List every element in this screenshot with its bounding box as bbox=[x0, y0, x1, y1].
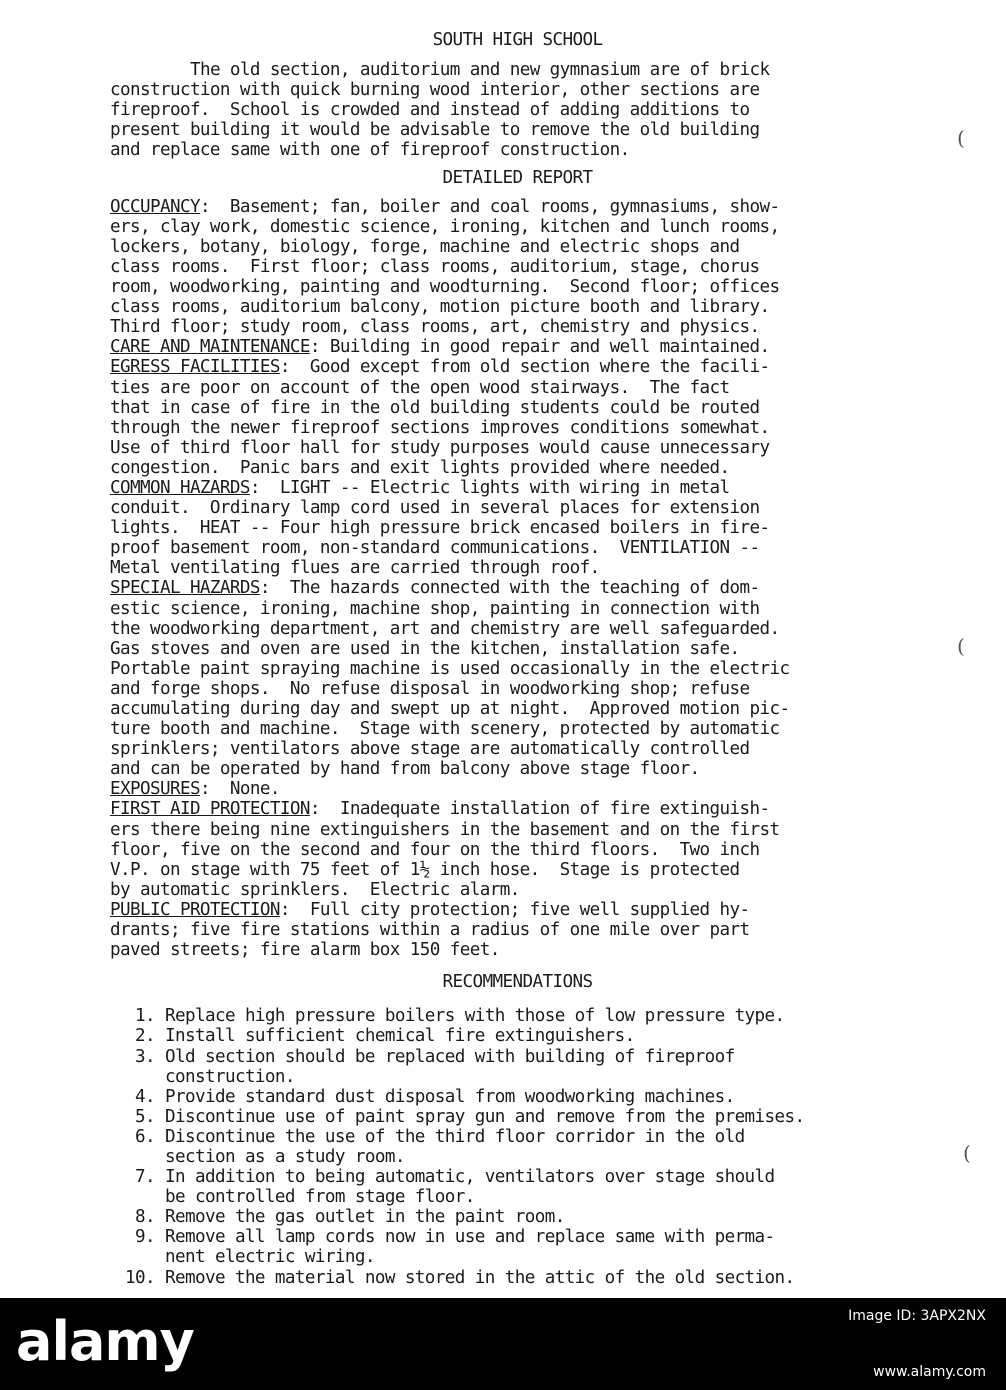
first-aid-section bbox=[110, 799, 925, 899]
care-maintenance-section bbox=[110, 337, 925, 357]
margin-mark: ( bbox=[957, 634, 965, 658]
section-text: : Full city protection; five well supplied hy- drants; five fire stations within a radius of one mile over part paved streets; fire alarm box 150 feet. bbox=[110, 899, 750, 961]
item-text: In addition to being automatic, ventilators over stage should be controlled from stage floor. bbox=[165, 1167, 775, 1208]
item-text: Discontinue use of paint spray gun and remove from the premises. bbox=[165, 1106, 805, 1127]
section-label: EGRESS FACILITIES bbox=[110, 357, 280, 378]
list-item bbox=[110, 1087, 925, 1107]
detailed-report bbox=[110, 197, 925, 961]
item-text: Replace high pressure boilers with those of low pressure type. bbox=[165, 1006, 785, 1027]
list-item bbox=[110, 1127, 925, 1167]
egress-section bbox=[110, 357, 925, 478]
list-item bbox=[110, 1026, 925, 1046]
public-protection-section bbox=[110, 900, 925, 960]
item-text: Remove the material now stored in the attic of the old section. bbox=[165, 1267, 795, 1288]
section-label: PUBLIC PROTECTION bbox=[110, 899, 280, 920]
item-number: 4. bbox=[135, 1086, 155, 1107]
section-label: SPECIAL HAZARDS bbox=[110, 578, 260, 599]
list-item bbox=[110, 1006, 925, 1026]
list-item bbox=[110, 1227, 925, 1267]
item-number: 8. bbox=[135, 1207, 155, 1228]
common-hazards-section bbox=[110, 478, 925, 578]
section-text: : The hazards connected with the teaching of dom- estic science, ironing, machine shop, painting in connection with the woodworking department, art and chemistry are well safeguarded. Gas stoves and oven are used in the kitchen, installation safe. Portable paint spraying machine is used occasionally in the electric and forge shops. No refuse disposal in woodworking shop; refuse accumulating during day and swept up at night. Approved motion pic- ture booth and machine. Stage with scenery, protected by automatic sprinklers; ventilators above stage are automatically controlled and can be operated by hand from balcony above stage floor. bbox=[110, 578, 790, 780]
item-number: 10. bbox=[125, 1267, 155, 1288]
item-number: 6. bbox=[135, 1126, 155, 1147]
item-text: Discontinue the use of the third floor corridor in the old section as a study room. bbox=[165, 1126, 745, 1167]
item-text: Old section should be replaced with building of fireproof construction. bbox=[165, 1046, 735, 1087]
list-item bbox=[110, 1207, 925, 1227]
section-text: : Inadequate installation of fire extinguish- ers there being nine extinguishers in the basement and on the first floor, five on the second and four on the third floors. Two inch V.P. on stage with 75 feet of 1½ inch hose. Stage is protected by automatic sprinklers. Electric alarm. bbox=[110, 799, 780, 900]
section-label: EXPOSURES bbox=[110, 779, 200, 800]
watermark-banner bbox=[0, 1298, 1006, 1390]
list-item bbox=[110, 1107, 925, 1127]
item-text: Remove the gas outlet in the paint room. bbox=[165, 1207, 565, 1228]
item-number: 1. bbox=[135, 1006, 155, 1027]
exposures-section bbox=[110, 779, 925, 799]
section-text: : LIGHT -- Electric lights with wiring in metal conduit. Ordinary lamp cord used in several places for extension lights. HEAT -- Four high pressure brick encased boilers in fire- proof basement room, non-standard communications. VENTILATION -- Metal ventilating flues are carried through roof. bbox=[110, 477, 770, 579]
section-text: : Basement; fan, boiler and coal rooms, gymnasiums, show- ers, clay work, domestic science, ironing, kitchen and lunch rooms, lockers, botany, biology, forge, machine and electric shops and class rooms. First floor; class rooms, auditorium, stage, chorus room, woodworking, painting and woodturning. Second floor; offices class rooms, auditorium balcony, motion picture booth and library. Third floor; study room, class rooms, art, chemistry and physics. bbox=[110, 196, 780, 338]
image-id-label: Image ID: 3APX2NX bbox=[848, 1308, 986, 1324]
item-number: 5. bbox=[135, 1106, 155, 1127]
site-url: www.alamy.com bbox=[873, 1364, 986, 1380]
item-text: Provide standard dust disposal from woodworking machines. bbox=[165, 1086, 735, 1107]
section-label: COMMON HAZARDS bbox=[110, 477, 250, 498]
item-number: 9. bbox=[135, 1227, 155, 1248]
brand-logo: alamy bbox=[16, 1310, 194, 1373]
list-item bbox=[110, 1047, 925, 1087]
item-text: Install sufficient chemical fire extinguishers. bbox=[165, 1026, 635, 1047]
section-text: : Good except from old section where the facili- ties are poor on account of the open wood stairways. The fact that in case of fire in the old building students could be routed through the newer fireproof sections improves conditions somewhat. Use of third floor hall for study purposes would cause unnecessary congestion. Panic bars and exit lights provided where needed. bbox=[110, 357, 770, 478]
section-text: : Building in good repair and well maintained. bbox=[309, 337, 770, 358]
item-number: 7. bbox=[135, 1167, 155, 1188]
list-item bbox=[110, 1268, 925, 1288]
document-body bbox=[110, 30, 925, 1288]
list-item bbox=[110, 1167, 925, 1207]
margin-mark: ( bbox=[957, 126, 965, 150]
intro-paragraph: The old section, auditorium and new gymnasium are of brick construction with quick burning wood interior, other sections are fireproof. School is crowded and instead of adding additions to present building it would be advisable to remove the old building and replace same with one of fireproof construction. bbox=[110, 60, 770, 161]
section-text: : None. bbox=[199, 779, 280, 800]
occupancy-section bbox=[110, 197, 925, 338]
section-label: FIRST AID PROTECTION bbox=[110, 799, 310, 820]
recommendations-heading: RECOMMENDATIONS bbox=[442, 972, 593, 993]
item-number: 2. bbox=[135, 1026, 155, 1047]
special-hazards-section bbox=[110, 578, 925, 779]
section-label: OCCUPANCY bbox=[110, 196, 200, 217]
report-heading: DETAILED REPORT bbox=[442, 167, 593, 188]
recommendations-list bbox=[110, 1006, 925, 1287]
document-title: SOUTH HIGH SCHOOL bbox=[432, 30, 603, 50]
section-label: CARE AND MAINTENANCE bbox=[110, 337, 310, 358]
item-number: 3. bbox=[135, 1046, 155, 1067]
margin-mark: ( bbox=[963, 1141, 971, 1165]
item-text: Remove all lamp cords now in use and replace same with perma- nent electric wiring. bbox=[165, 1227, 775, 1268]
